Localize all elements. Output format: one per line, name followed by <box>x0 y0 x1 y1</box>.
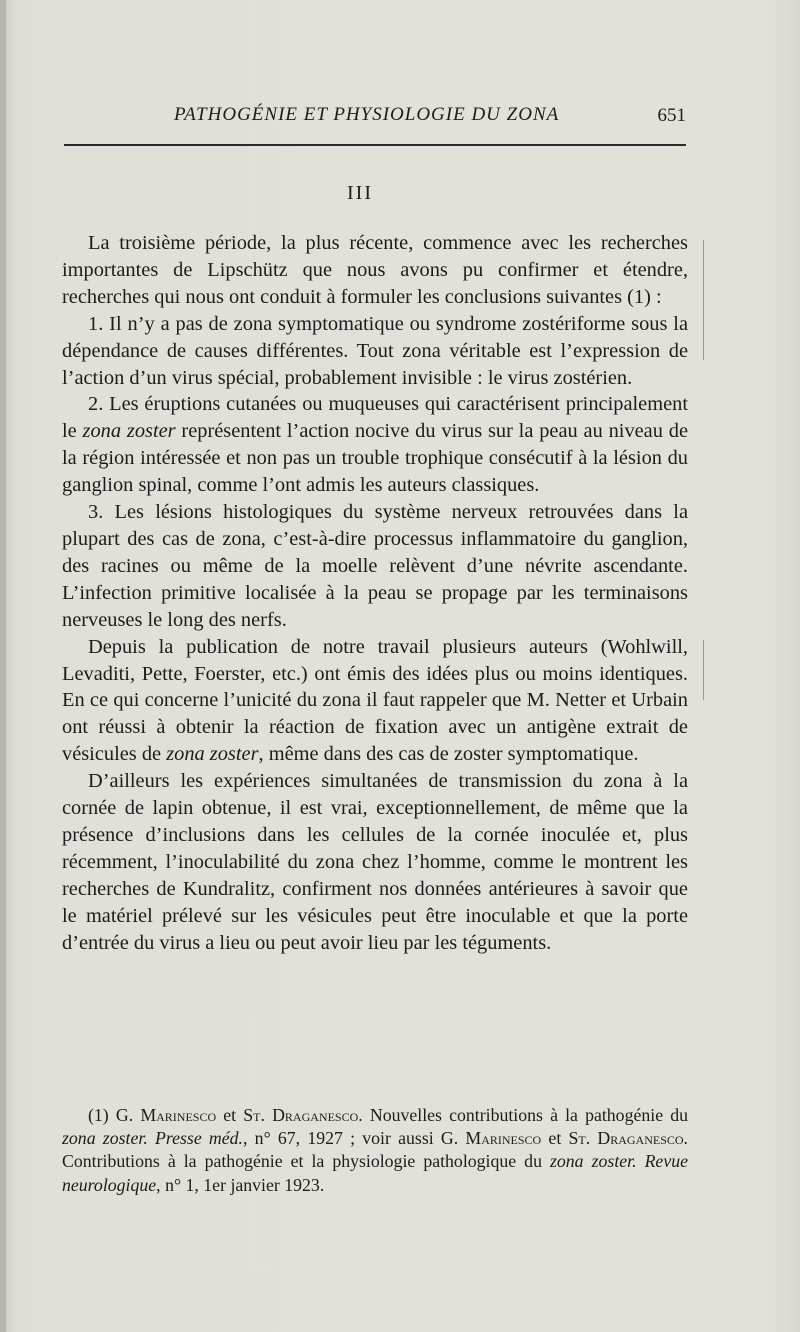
author-name: Marinesco <box>465 1128 542 1149</box>
text-run: La troisième période, la plus récente, commence avec les recherches importantes de Lipschütz que nous avons pu confirmer et étendre, recherches qui nous ont conduit à formuler les conclusions suivantes (1) : <box>62 232 688 308</box>
running-head <box>62 104 686 132</box>
text-run: 1. Il n’y a pas de zona symptomatique ou syndrome zostériforme sous la dépendance de causes différentes. Tout zona véritable est l’expression de l’action d’un virus spécial, probablement invisible : le virus zostérien. <box>62 312 688 389</box>
footnote-fn-1 <box>62 1104 688 1197</box>
text-run: 2. Les éruptions cutanées ou muqueuses qui caractérisent principalement le <box>62 393 688 443</box>
italic-text: zona zoster. Revue neurologique <box>62 1151 688 1195</box>
text-run: , n° 67, 1927 ; voir aussi G. <box>243 1128 466 1149</box>
paragraph-point-3 <box>62 499 688 634</box>
text-run: Depuis la publication de notre travail plusieurs auteurs (Wohlwill, Levaditi, Pette, Foerster, etc.) ont émis des idées plus ou moins identiques. En ce qui concerne l’unicité du zona il faut rappeler que M. Netter et Urbain ont réussi à obtenir la réaction de fixation avec un antigène extrait de vésicules de <box>62 635 688 766</box>
author-name: Marinesco <box>140 1105 217 1125</box>
text-run: et <box>541 1128 569 1149</box>
text-run: D’ailleurs les expériences simultanées de transmission du zona à la cornée de lapin obtenue, il est vrai, exceptionnellement, de même que la présence d’inclusions dans les cellules de la cornée inoculée et, plus récemment, l’inoculabilité du zona chez l’homme, comme le montrent les recherches de Kundralitz, confirment nos données antérieures à savoir que le matériel prélevé sur les vésicules peut être inoculable et que la porte d’entrée du virus a lieu ou peut avoir lieu par les téguments. <box>62 770 688 954</box>
header-rule <box>64 144 686 146</box>
italic-text: zona zoster. Presse méd. <box>62 1128 244 1149</box>
italic-text: zona zoster <box>82 420 176 443</box>
footnotes <box>62 1104 688 1197</box>
text-run: 3. Les lésions histologiques du système nerveux retrouvées dans la plupart des cas de zona, c’est-à-dire processus inflammatoire du ganglion, des racines ou même de la moelle relèvent d’une névrite ascendante. L’infection primitive localisée à la peau se propage par les terminaisons nerveuses le long des nerfs. <box>62 501 688 631</box>
text-run: et <box>216 1105 244 1125</box>
paragraph-intro <box>62 230 688 311</box>
text-run: . Nouvelles contributions à la pathogénie du <box>358 1105 689 1125</box>
author-name: St. Draganesco <box>243 1105 359 1125</box>
text-run: représentent l’action nocive du virus sur la peau au niveau de la région intéressée et non pas un trouble trophique consécutif à la lésion du ganglion spinal, comme l’ont admis les auteurs classiques. <box>62 420 688 497</box>
page-edge-mark <box>703 640 704 700</box>
author-name: St. Draganesco <box>568 1128 684 1149</box>
paragraph-since <box>62 634 688 769</box>
running-title: PATHOGÉNIE ET PHYSIOLOGIE DU ZONA <box>174 104 560 125</box>
paragraph-point-2 <box>62 391 688 499</box>
page-edge-mark <box>703 240 704 360</box>
text-run: , n° 1, 1er janvier 1923. <box>156 1174 325 1195</box>
paragraph-point-1 <box>62 311 688 392</box>
text-run: (1) G. <box>88 1105 141 1125</box>
italic-text: zona zoster <box>166 743 259 766</box>
section-number: III <box>347 182 373 204</box>
text-run: , même dans des cas de zoster symptomatique. <box>258 743 639 766</box>
paragraph-besides <box>62 768 688 956</box>
body-text <box>62 230 688 956</box>
page-number: 651 <box>657 105 686 126</box>
text-run: . Contributions à la pathogénie et la physiologie pathologique du <box>62 1128 688 1172</box>
